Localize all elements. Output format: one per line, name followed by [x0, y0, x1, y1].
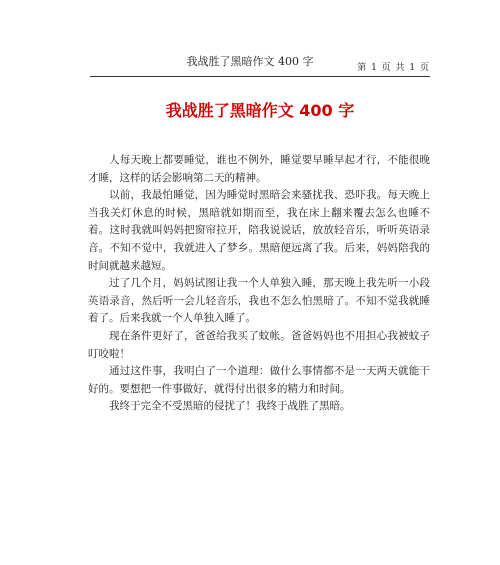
paragraph: 我终于完全不受黑暗的侵扰了！我终于战胜了黑暗。: [109, 400, 351, 413]
paragraph: 现在条件更好了，爸爸给我买了蚊帐。爸爸妈妈也不用担心我被蚊子叮咬啦！: [88, 329, 430, 360]
paragraph: 过了几个月，妈妈试图让我一个人单独入睡，那天晚上我先听一小段英语录音，然后听一会儿轻音乐，我也不怎么怕黑暗了。不知不觉我就睡着了。后来我就一个人单独入睡了。: [88, 277, 430, 325]
running-header-title: 我战胜了黑暗作文 400 字: [186, 55, 314, 68]
document-body: [88, 152, 430, 416]
page-number-indicator: 第 1 页 共 1 页: [357, 63, 430, 73]
paragraph: 通过这件事，我明白了一个道理：做什么事情都不是一天两天就能干好的。要想把一件事做好，就得付出很多的精力和时间。: [88, 365, 430, 395]
document-title: 我战胜了黑暗作文 400 字: [165, 101, 355, 120]
paragraph: 以前，我最怕睡觉，因为睡觉时黑暗会来骚扰我、恐吓我。每天晚上当我关灯休息的时候，黑暗就如期而至，我在床上翻来覆去怎么也睡不着。这时我就叫妈妈把窗帘拉开，陪我说说话，放放轻音乐，听听英语录音。不知不觉中，我就进入了梦乡。黑暗便远离了我。后来，妈妈陪我的时间就越来越短。: [88, 189, 430, 272]
header-divider: [90, 76, 430, 77]
paragraph: 人每天晚上都要睡觉，谁也不例外，睡觉要早睡早起才行，不能很晚才睡，这样的话会影响第二天的精神。: [88, 154, 430, 184]
